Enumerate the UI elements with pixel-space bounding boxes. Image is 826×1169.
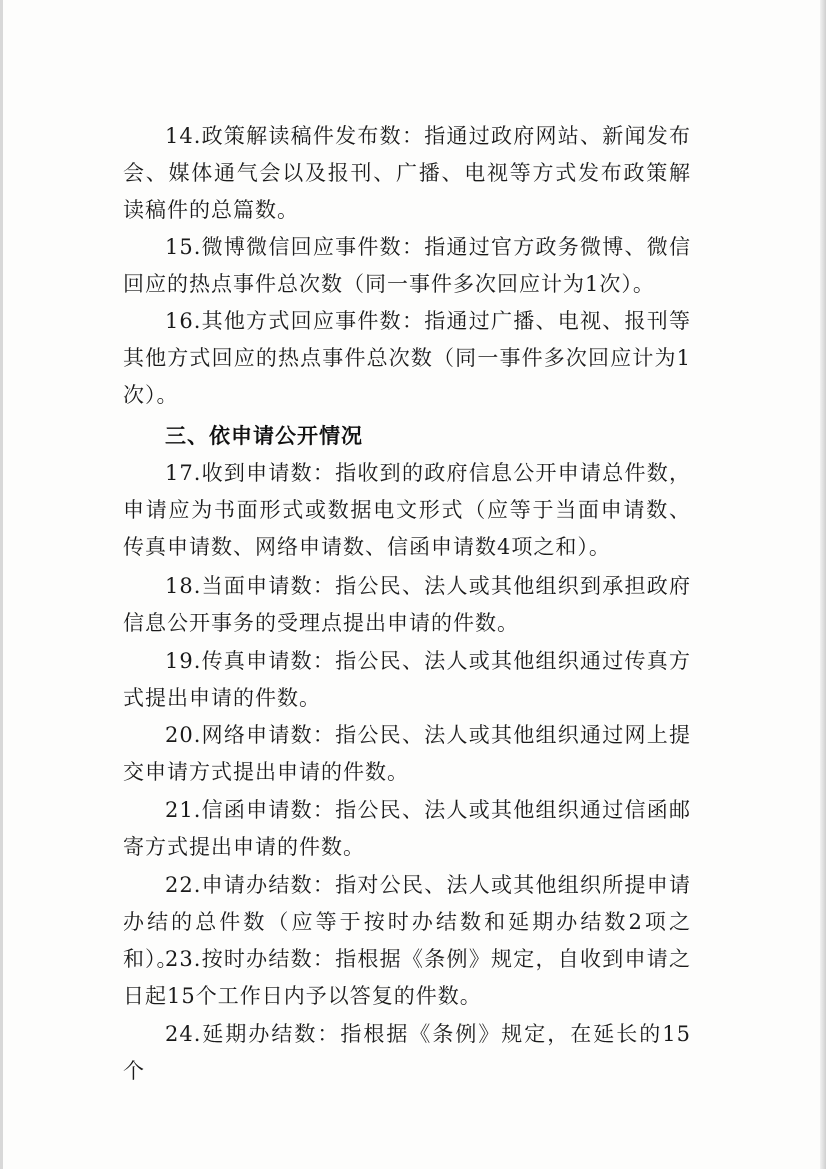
item-17-paragraph: 17.收到申请数：指收到的政府信息公开申请总件数，申请应为书面形式或数据电文形式（应等于当面申请数、传真申请数、网络申请数、信函申请数4项之和）。 xyxy=(123,461,691,559)
item-18-paragraph: 18.当面申请数：指公民、法人或其他组织到承担政府信息公开事务的受理点提出申请的件数。 xyxy=(123,574,691,635)
item-22-paragraph: 22.申请办结数：指对公民、法人或其他组织所提申请办结的总件数（应等于按时办结数和延期办结数2项之和）。 xyxy=(123,873,691,971)
item-15-paragraph: 15.微博微信回应事件数：指通过官方政务微博、微信回应的热点事件总次数（同一事件多次回应计为1次）。 xyxy=(123,235,691,296)
item-16-paragraph: 16.其他方式回应事件数：指通过广播、电视、报刊等其他方式回应的热点事件总次数（同一事件多次回应计为1次）。 xyxy=(123,309,691,407)
item-19-paragraph: 19.传真申请数：指公民、法人或其他组织通过传真方式提出申请的件数。 xyxy=(123,649,691,710)
item-23-paragraph: 23.按时办结数：指根据《条例》规定，自收到申请之日起15个工作日内予以答复的件数。 xyxy=(123,947,691,1008)
section-heading-apply-disclosure: 三、依申请公开情况 xyxy=(165,424,363,448)
item-20-paragraph: 20.网络申请数：指公民、法人或其他组织通过网上提交申请方式提出申请的件数。 xyxy=(123,723,691,784)
scan-right-edge xyxy=(820,0,826,1169)
item-14-paragraph: 14.政策解读稿件发布数：指通过政府网站、新闻发布会、媒体通气会以及报刊、广播、电视等方式发布政策解读稿件的总篇数。 xyxy=(123,124,691,222)
item-21-paragraph: 21.信函申请数：指公民、法人或其他组织通过信函邮寄方式提出申请的件数。 xyxy=(123,798,691,859)
item-24-paragraph: 24.延期办结数：指根据《条例》规定，在延长的15个 xyxy=(123,1022,691,1083)
scan-left-edge xyxy=(0,0,3,1169)
